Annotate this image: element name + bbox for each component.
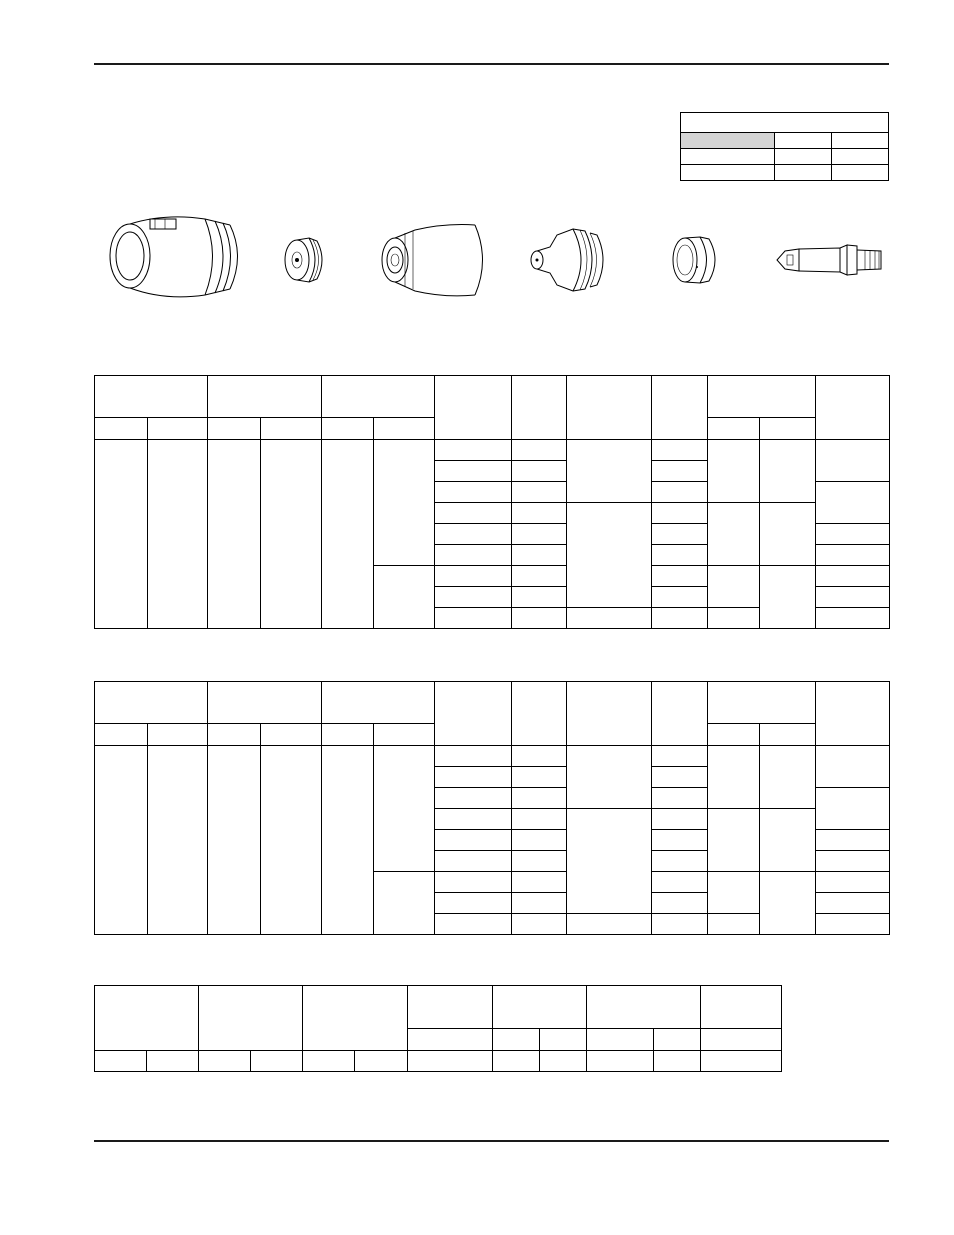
header-cell	[95, 682, 208, 724]
data-cell	[512, 461, 567, 482]
data-cell	[374, 746, 435, 872]
subheader-cell	[493, 1029, 540, 1051]
data-cell	[567, 914, 652, 935]
retaining-cap-icon	[382, 225, 483, 296]
subheader-cell	[95, 724, 148, 746]
subheader-cell	[408, 1029, 493, 1051]
subheader-cell	[148, 418, 208, 440]
data-cell	[652, 608, 708, 629]
header-cell	[208, 376, 322, 418]
data-cell	[435, 851, 512, 872]
subheader-cell	[760, 418, 816, 440]
data-cell	[708, 440, 760, 503]
data-cell	[493, 1051, 540, 1072]
data-cell	[512, 545, 567, 566]
data-cell	[261, 440, 322, 629]
data-cell	[816, 788, 890, 830]
data-cell	[408, 1051, 493, 1072]
data-cell	[435, 440, 512, 461]
data-cell	[567, 608, 652, 629]
electrode-icon	[777, 245, 881, 275]
subheader-cell	[208, 724, 261, 746]
header-cell	[567, 682, 652, 746]
data-cell	[251, 1051, 303, 1072]
data-cell	[261, 746, 322, 935]
data-cell	[435, 746, 512, 767]
data-cell	[512, 746, 567, 767]
data-cell	[652, 809, 708, 830]
shield-icon	[110, 217, 238, 297]
data-cell	[701, 1051, 782, 1072]
data-cell	[567, 809, 652, 914]
data-cell	[652, 461, 708, 482]
legend-cell	[775, 149, 832, 165]
data-cell	[512, 893, 567, 914]
legend-header-cell	[775, 133, 832, 149]
subheader-cell	[322, 418, 374, 440]
data-cell	[512, 872, 567, 893]
data-cell	[760, 809, 816, 872]
data-cell	[760, 566, 816, 629]
legend-title-cell	[681, 113, 889, 133]
data-cell	[435, 767, 512, 788]
data-cell	[435, 893, 512, 914]
data-cell	[816, 872, 890, 893]
data-cell	[652, 788, 708, 809]
process-table-2	[94, 681, 890, 935]
data-cell	[708, 608, 760, 629]
data-cell	[708, 914, 760, 935]
data-cell	[652, 545, 708, 566]
swirl-ring-icon	[673, 237, 715, 283]
data-cell	[512, 440, 567, 461]
data-cell	[374, 440, 435, 566]
data-cell	[512, 830, 567, 851]
data-cell	[512, 914, 567, 935]
data-cell	[208, 746, 261, 935]
data-cell	[322, 746, 374, 935]
data-cell	[435, 914, 512, 935]
legend-header-cell	[832, 133, 889, 149]
data-cell	[512, 566, 567, 587]
data-cell	[512, 482, 567, 503]
header-cell	[95, 376, 208, 418]
data-cell	[322, 440, 374, 629]
data-cell	[567, 503, 652, 608]
data-cell	[708, 809, 760, 872]
subheader-cell	[95, 418, 148, 440]
data-cell	[435, 566, 512, 587]
header-cell	[493, 986, 587, 1029]
data-cell	[435, 545, 512, 566]
data-cell	[652, 587, 708, 608]
header-cell	[587, 986, 701, 1029]
data-cell	[652, 872, 708, 893]
data-cell	[435, 482, 512, 503]
data-cell	[652, 767, 708, 788]
data-cell	[512, 851, 567, 872]
summary-table	[94, 985, 782, 1072]
header-cell	[435, 682, 512, 746]
header-rule	[94, 63, 889, 65]
data-cell	[147, 1051, 199, 1072]
data-cell	[816, 482, 890, 524]
data-cell	[567, 440, 652, 503]
data-cell	[760, 872, 816, 935]
data-cell	[148, 746, 208, 935]
data-cell	[512, 524, 567, 545]
data-cell	[652, 893, 708, 914]
data-cell	[652, 851, 708, 872]
data-cell	[148, 440, 208, 629]
data-cell	[708, 746, 760, 809]
data-cell	[816, 830, 890, 851]
header-cell	[435, 376, 512, 440]
header-cell	[208, 682, 322, 724]
data-cell	[95, 1051, 147, 1072]
data-cell	[95, 440, 148, 629]
data-cell	[512, 788, 567, 809]
process-table-1	[94, 375, 890, 629]
data-cell	[816, 746, 890, 788]
data-cell	[512, 503, 567, 524]
header-cell	[652, 682, 708, 746]
data-cell	[816, 851, 890, 872]
data-cell	[816, 587, 890, 608]
header-cell	[322, 376, 435, 418]
legend-cell	[681, 149, 775, 165]
header-cell	[652, 376, 708, 440]
data-cell	[435, 524, 512, 545]
data-cell	[760, 503, 816, 566]
legend-cell	[832, 165, 889, 181]
data-cell	[435, 503, 512, 524]
data-cell	[435, 461, 512, 482]
subheader-cell	[708, 724, 760, 746]
shield-cap-icon	[285, 238, 322, 282]
data-cell	[512, 587, 567, 608]
header-cell	[701, 986, 782, 1029]
subheader-cell	[587, 1029, 654, 1051]
data-cell	[512, 608, 567, 629]
header-cell	[408, 986, 493, 1029]
data-cell	[567, 746, 652, 809]
data-cell	[708, 503, 760, 566]
data-cell	[652, 746, 708, 767]
data-cell	[816, 914, 890, 935]
legend-header-shaded-cell	[681, 133, 775, 149]
header-cell	[816, 376, 890, 440]
header-cell	[567, 376, 652, 440]
data-cell	[816, 893, 890, 914]
header-cell	[322, 682, 435, 724]
data-cell	[95, 746, 148, 935]
header-cell	[512, 376, 567, 440]
data-cell	[512, 767, 567, 788]
data-cell	[760, 746, 816, 809]
subheader-cell	[708, 418, 760, 440]
data-cell	[512, 809, 567, 830]
header-cell	[303, 986, 408, 1051]
subheader-cell	[760, 724, 816, 746]
data-cell	[303, 1051, 355, 1072]
data-cell	[435, 872, 512, 893]
data-cell	[654, 1051, 701, 1072]
data-cell	[816, 524, 890, 545]
data-cell	[652, 524, 708, 545]
subheader-cell	[208, 418, 261, 440]
data-cell	[435, 809, 512, 830]
subheader-cell	[374, 418, 435, 440]
footer-rule	[94, 1140, 889, 1142]
subheader-cell	[540, 1029, 587, 1051]
header-cell	[199, 986, 303, 1051]
data-cell	[652, 482, 708, 503]
data-cell	[587, 1051, 654, 1072]
header-cell	[512, 682, 567, 746]
nozzle-icon	[531, 229, 603, 291]
data-cell	[374, 872, 435, 935]
data-cell	[374, 566, 435, 629]
subheader-cell	[701, 1029, 782, 1051]
subheader-cell	[654, 1029, 701, 1051]
subheader-cell	[148, 724, 208, 746]
data-cell	[208, 440, 261, 629]
header-cell	[708, 376, 816, 418]
data-cell	[708, 566, 760, 608]
data-cell	[652, 830, 708, 851]
header-cell	[95, 986, 199, 1051]
data-cell	[816, 545, 890, 566]
data-cell	[816, 440, 890, 482]
data-cell	[435, 788, 512, 809]
subheader-cell	[261, 418, 322, 440]
legend-cell	[775, 165, 832, 181]
data-cell	[435, 608, 512, 629]
data-cell	[199, 1051, 251, 1072]
data-cell	[652, 566, 708, 587]
consumable-parts-illustration	[95, 205, 895, 310]
data-cell	[652, 440, 708, 461]
subheader-cell	[322, 724, 374, 746]
data-cell	[355, 1051, 408, 1072]
data-cell	[652, 503, 708, 524]
subheader-cell	[374, 724, 435, 746]
data-cell	[760, 440, 816, 503]
legend-table	[680, 112, 889, 181]
data-cell	[816, 608, 890, 629]
data-cell	[435, 587, 512, 608]
subheader-cell	[261, 724, 322, 746]
data-cell	[435, 830, 512, 851]
data-cell	[708, 872, 760, 914]
header-cell	[708, 682, 816, 724]
data-cell	[540, 1051, 587, 1072]
legend-cell	[832, 149, 889, 165]
data-cell	[652, 914, 708, 935]
legend-cell	[681, 165, 775, 181]
data-cell	[816, 566, 890, 587]
header-cell	[816, 682, 890, 746]
